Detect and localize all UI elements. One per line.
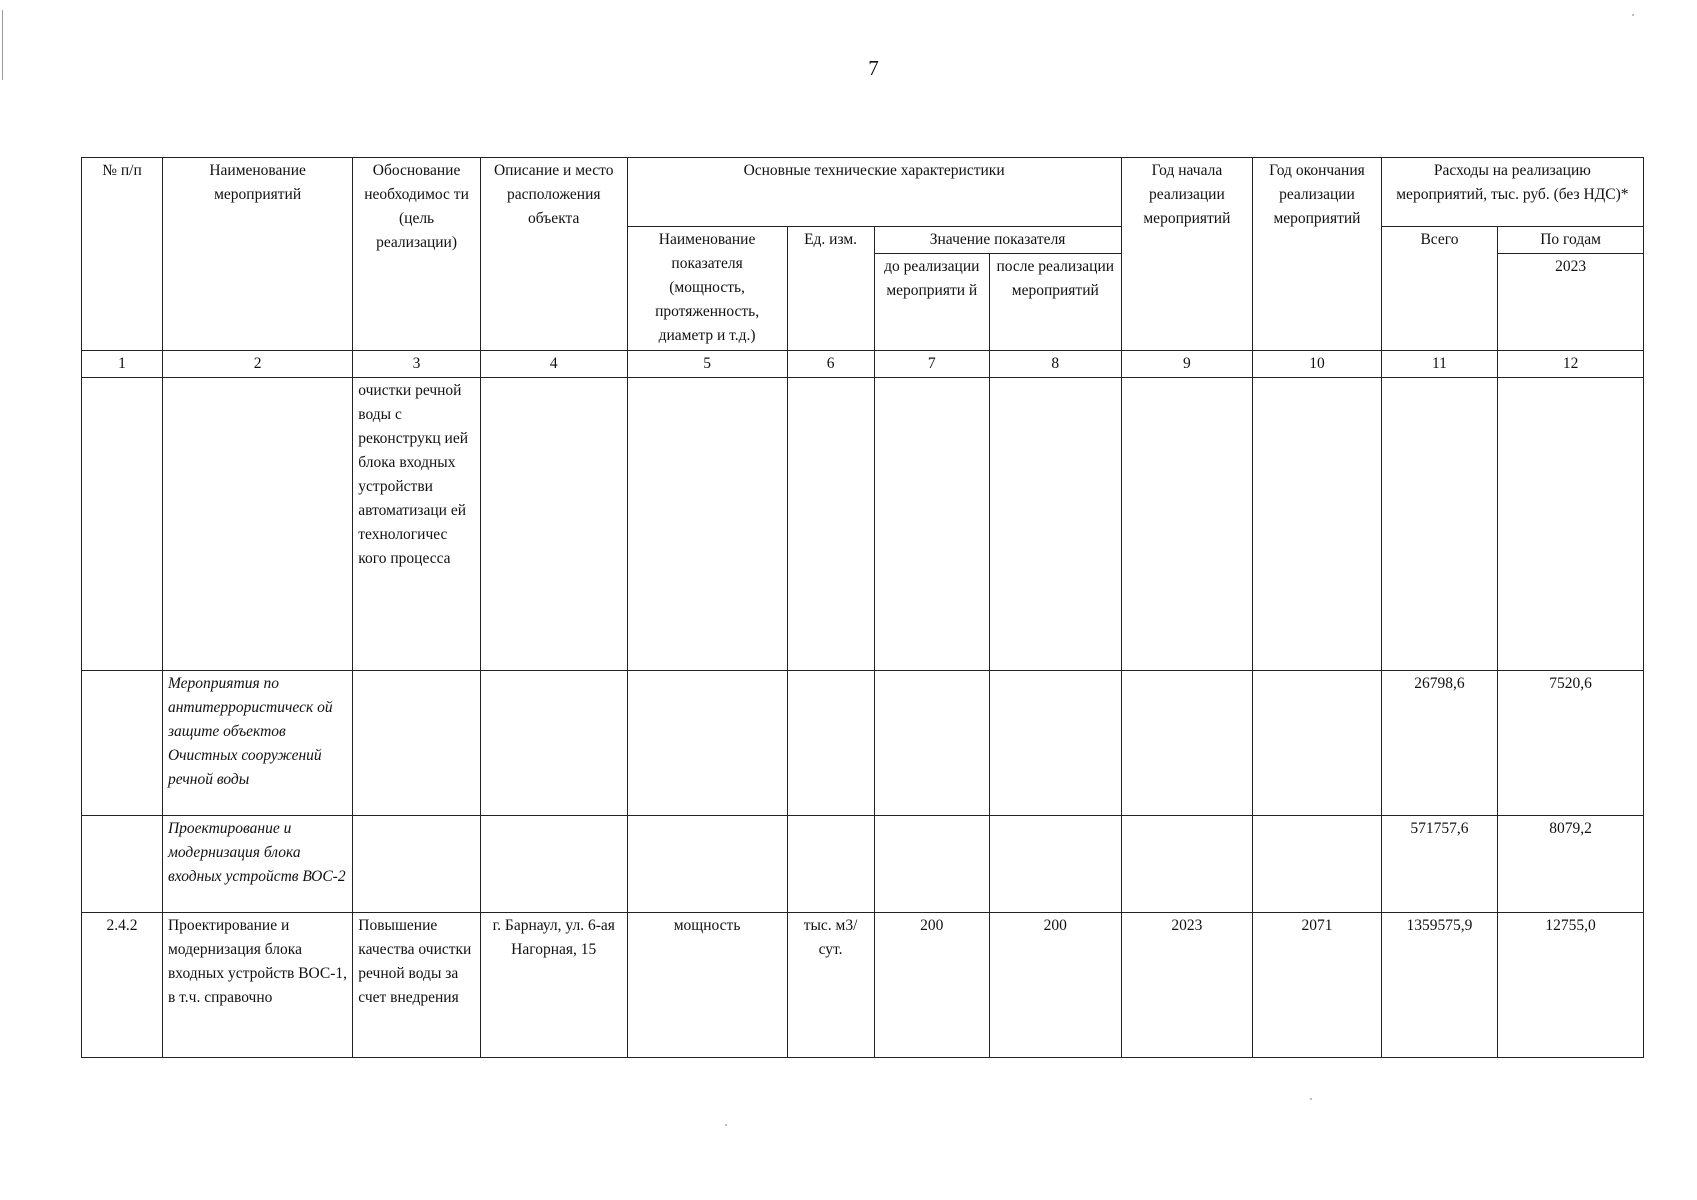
row-name: Мероприятия по антитеррористическ ой защите объектов Очистных сооружений речной воды [162, 671, 352, 816]
row-justification [353, 816, 481, 913]
header-location: Описание и место расположения объекта [480, 158, 627, 351]
row-before [874, 671, 989, 816]
row-num [82, 816, 163, 913]
row-num [82, 671, 163, 816]
investment-plan-table [81, 157, 1644, 1058]
table-row [82, 378, 1644, 671]
table-row [82, 913, 1644, 1058]
column-number: 11 [1381, 351, 1497, 378]
header-cost-group: Расходы на реализацию мероприятий, тыс. руб. (без НДС)* [1381, 158, 1643, 227]
row-indicator: мощность [627, 913, 787, 1058]
row-start-year: 2023 [1121, 913, 1253, 1058]
header-unit: Ед. изм. [787, 227, 874, 351]
row-start-year [1121, 671, 1253, 816]
row-end-year: 2071 [1253, 913, 1382, 1058]
row-after [989, 378, 1121, 671]
row-unit [787, 671, 874, 816]
row-start-year [1121, 816, 1253, 913]
header-before: до реализации мероприяти й [874, 254, 989, 351]
row-2023 [1498, 378, 1644, 671]
row-total: 26798,6 [1381, 671, 1497, 816]
column-number: 5 [627, 351, 787, 378]
header-value-group: Значение показателя [874, 227, 1121, 254]
row-end-year [1253, 816, 1382, 913]
row-num: 2.4.2 [82, 913, 163, 1058]
header-num: № п/п [82, 158, 163, 351]
column-number-row [82, 351, 1644, 378]
table-row [82, 816, 1644, 913]
row-name [162, 378, 352, 671]
row-unit [787, 378, 874, 671]
header-tech-group: Основные технические характеристики [627, 158, 1121, 227]
row-before [874, 816, 989, 913]
row-2023: 7520,6 [1498, 671, 1644, 816]
header-end-year: Год окончания реализации мероприятий [1253, 158, 1382, 351]
table-row [82, 671, 1644, 816]
row-name: Проектирование и модернизация блока входных устройств ВОС-1, в т.ч. справочно [162, 913, 352, 1058]
row-after: 200 [989, 913, 1121, 1058]
row-num [82, 378, 163, 671]
header-year-2023: 2023 [1498, 254, 1644, 351]
column-number: 2 [162, 351, 352, 378]
scan-speck [725, 1124, 727, 1126]
row-justification [353, 671, 481, 816]
row-location [480, 671, 627, 816]
row-justification: Повышение качества очистки речной воды за счет внедрения [353, 913, 481, 1058]
header-indicator: Наименование показателя (мощность, протяженность, диаметр и т.д.) [627, 227, 787, 351]
scan-speck [1310, 1098, 1312, 1100]
row-location: г. Барнаул, ул. 6-ая Нагорная, 15 [480, 913, 627, 1058]
row-after [989, 816, 1121, 913]
row-total: 571757,6 [1381, 816, 1497, 913]
column-number: 7 [874, 351, 989, 378]
row-name: Проектирование и модернизация блока входных устройств ВОС-2 [162, 816, 352, 913]
header-by-years: По годам [1498, 227, 1644, 254]
row-2023: 8079,2 [1498, 816, 1644, 913]
header-start-year: Год начала реализации мероприятий [1121, 158, 1253, 351]
row-end-year [1253, 671, 1382, 816]
scan-edge-mark [2, 10, 3, 80]
header-total: Всего [1381, 227, 1497, 351]
column-number: 8 [989, 351, 1121, 378]
row-before: 200 [874, 913, 989, 1058]
column-number: 12 [1498, 351, 1644, 378]
scan-speck [1632, 14, 1634, 16]
column-number: 9 [1121, 351, 1253, 378]
row-start-year [1121, 378, 1253, 671]
row-total [1381, 378, 1497, 671]
header-row-1 [82, 158, 1644, 227]
column-number: 4 [480, 351, 627, 378]
row-unit: тыс. м3/сут. [787, 913, 874, 1058]
header-name: Наименование мероприятий [162, 158, 352, 351]
row-indicator [627, 671, 787, 816]
row-indicator [627, 378, 787, 671]
row-end-year [1253, 378, 1382, 671]
column-number: 6 [787, 351, 874, 378]
row-2023: 12755,0 [1498, 913, 1644, 1058]
column-number: 1 [82, 351, 163, 378]
row-total: 1359575,9 [1381, 913, 1497, 1058]
row-location [480, 816, 627, 913]
row-location [480, 378, 627, 671]
header-after: после реализации мероприятий [989, 254, 1121, 351]
row-justification: очистки речной воды с реконструкц ией блока входных устройстви автоматизаци ей технологичес кого процесса [353, 378, 481, 671]
row-after [989, 671, 1121, 816]
column-number: 3 [353, 351, 481, 378]
column-number: 10 [1253, 351, 1382, 378]
header-justification: Обоснование необходимос ти (цель реализации) [353, 158, 481, 351]
row-unit [787, 816, 874, 913]
row-indicator [627, 816, 787, 913]
row-before [874, 378, 989, 671]
page-number: 7 [868, 56, 879, 80]
